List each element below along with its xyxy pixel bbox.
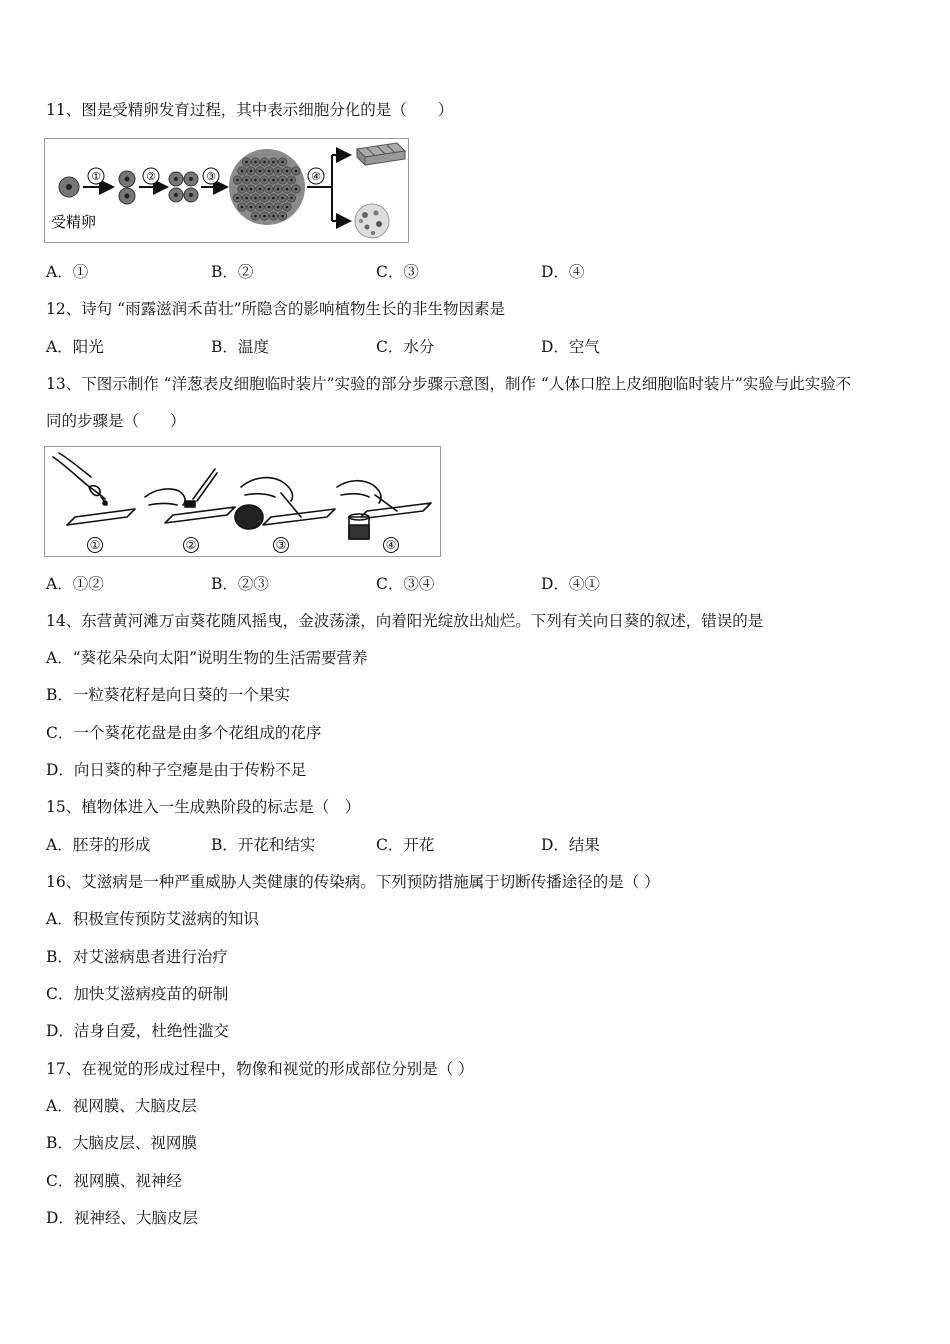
- small-cell-nucleus: [272, 161, 275, 164]
- q11-option-c[interactable]: C．③: [376, 263, 419, 281]
- small-cell-nucleus: [250, 170, 253, 173]
- q13-stem-line2: 同的步骤是（ ）: [46, 412, 186, 430]
- q12-option-d[interactable]: D．空气: [541, 338, 600, 356]
- slide-preparation-diagram: [45, 447, 440, 556]
- q14-option-c[interactable]: C．一个葵花花盘是由多个花组成的花序: [46, 724, 322, 742]
- q16-option-c[interactable]: C．加快艾滋病疫苗的研制: [46, 985, 229, 1003]
- q13-slide-preparation-figure: [44, 446, 441, 557]
- q15-option-c[interactable]: C．开花: [376, 836, 435, 854]
- step-4-label: ④: [311, 170, 321, 183]
- small-cell-nucleus: [286, 170, 289, 173]
- q12-option-a[interactable]: A．阳光: [46, 338, 104, 356]
- small-cell-nucleus: [241, 188, 244, 191]
- small-cell-nucleus: [281, 197, 284, 200]
- small-cell-nucleus: [245, 161, 248, 164]
- small-cell-nucleus: [286, 206, 289, 209]
- small-cell-nucleus: [272, 197, 275, 200]
- q13-option-b[interactable]: B．②③: [211, 575, 269, 593]
- q12-option-b[interactable]: B．温度: [211, 338, 269, 356]
- small-cell-nucleus: [259, 188, 262, 191]
- small-cell-nucleus: [277, 188, 280, 191]
- cell-mass: [229, 149, 305, 225]
- small-cell-nucleus: [295, 170, 298, 173]
- step-1-drawing: [53, 453, 135, 525]
- q17-option-d[interactable]: D．视神经、大脑皮层: [46, 1209, 198, 1227]
- q13-option-a[interactable]: A．①②: [46, 575, 104, 593]
- fig13-step-4-label: ④: [385, 538, 397, 552]
- small-cell-nucleus: [295, 188, 298, 191]
- q16-stem: 16、艾滋病是一种严重威胁人类健康的传染病。下列预防措施属于切断传播途径的是（ ）: [46, 873, 660, 891]
- small-cell-nucleus: [281, 161, 284, 164]
- small-cell-nucleus: [236, 197, 239, 200]
- q13-option-c[interactable]: C．③④: [376, 575, 435, 593]
- small-cell-nucleus: [236, 179, 239, 182]
- small-cell-nucleus: [286, 188, 289, 191]
- q14-stem: 14、东营黄河滩万亩葵花随风摇曳，金波荡漾，向着阳光绽放出灿烂。下列有关向日葵的叙述，错误的是: [46, 612, 764, 630]
- embryo-development-diagram: [45, 139, 408, 242]
- fig13-step-2-label: ②: [185, 538, 197, 552]
- small-cell-nucleus: [272, 215, 275, 218]
- small-cell-nucleus: [263, 215, 266, 218]
- zygote-label: 受精卵: [51, 213, 97, 231]
- q14-option-d[interactable]: D．向日葵的种子空瘪是由于传粉不足: [46, 761, 307, 779]
- q14-option-a[interactable]: A．“葵花朵朵向太阳”说明生物的生活需要营养: [46, 649, 368, 667]
- q13-stem-line1: 13、下图示制作 “洋葱表皮细胞临时装片”实验的部分步骤示意图，制作 “人体口腔上皮细胞临时装片”实验与此实验不: [46, 375, 852, 393]
- small-cell-nucleus: [281, 215, 284, 218]
- q11-stem: 11、图是受精卵发育过程，其中表示细胞分化的是（ ）: [46, 101, 454, 119]
- q16-option-d[interactable]: D．洁身自爱，杜绝性滥交: [46, 1022, 229, 1040]
- small-cell-nucleus: [268, 206, 271, 209]
- small-cell-nucleus: [268, 170, 271, 173]
- q13-option-d[interactable]: D．④①: [541, 575, 600, 593]
- small-cell-nucleus: [254, 179, 257, 182]
- q11-embryo-development-figure: [44, 138, 409, 243]
- fig13-step-3-label: ③: [275, 538, 287, 552]
- small-cell-nucleus: [290, 197, 293, 200]
- small-cell-nucleus: [250, 206, 253, 209]
- small-cell-nucleus: [259, 206, 262, 209]
- q12-stem: 12、诗句 “雨露滋润禾苗壮”所隐含的影响植物生长的非生物因素是: [46, 300, 506, 318]
- q15-stem: 15、植物体进入一生成熟阶段的标志是（ ）: [46, 798, 361, 816]
- q16-option-b[interactable]: B．对艾滋病患者进行治疗: [46, 948, 228, 966]
- small-cell-nucleus: [254, 215, 257, 218]
- q14-option-b[interactable]: B．一粒葵花籽是向日葵的一个果实: [46, 686, 290, 704]
- q17-option-c[interactable]: C．视网膜、视神经: [46, 1172, 182, 1190]
- small-cell-nucleus: [263, 161, 266, 164]
- tissue-round: [355, 204, 389, 238]
- small-cell-nucleus: [241, 206, 244, 209]
- q15-option-b[interactable]: B．开花和结实: [211, 836, 316, 854]
- small-cell-nucleus: [281, 179, 284, 182]
- small-cell-nucleus: [241, 170, 244, 173]
- q15-option-d[interactable]: D．结果: [541, 836, 600, 854]
- small-cell-nucleus: [263, 179, 266, 182]
- small-cell-nucleus: [254, 197, 257, 200]
- q11-option-b[interactable]: B．②: [211, 263, 254, 281]
- small-cell-nucleus: [290, 179, 293, 182]
- small-cell-nucleus: [272, 179, 275, 182]
- small-cell-nucleus: [254, 161, 257, 164]
- q17-option-a[interactable]: A．视网膜、大脑皮层: [46, 1097, 197, 1115]
- q17-stem: 17、在视觉的形成过程中，物像和视觉的形成部位分别是（ ）: [46, 1060, 474, 1078]
- q12-option-c[interactable]: C．水分: [376, 338, 435, 356]
- small-cell-nucleus: [259, 170, 262, 173]
- small-cell-nucleus: [277, 170, 280, 173]
- small-cell-nucleus: [245, 197, 248, 200]
- q11-option-d[interactable]: D．④: [541, 263, 585, 281]
- step-1-label: ①: [91, 170, 101, 183]
- small-cell-nucleus: [263, 197, 266, 200]
- q16-option-a[interactable]: A．积极宣传预防艾滋病的知识: [46, 910, 259, 928]
- step-3-label: ③: [206, 170, 216, 183]
- q17-option-b[interactable]: B．大脑皮层、视网膜: [46, 1134, 197, 1152]
- small-cell-nucleus: [277, 206, 280, 209]
- small-cell-nucleus: [245, 179, 248, 182]
- step-2-drawing: [145, 469, 235, 523]
- step-4-drawing: [337, 481, 431, 539]
- step-2-label: ②: [146, 170, 156, 183]
- q11-option-a[interactable]: A．①: [46, 263, 89, 281]
- small-cell-nucleus: [268, 188, 271, 191]
- tissue-block: [357, 143, 405, 165]
- fig13-step-1-label: ①: [89, 538, 101, 552]
- q15-option-a[interactable]: A．胚芽的形成: [46, 836, 151, 854]
- small-cell-nucleus: [250, 188, 253, 191]
- step-3-drawing: [235, 478, 335, 529]
